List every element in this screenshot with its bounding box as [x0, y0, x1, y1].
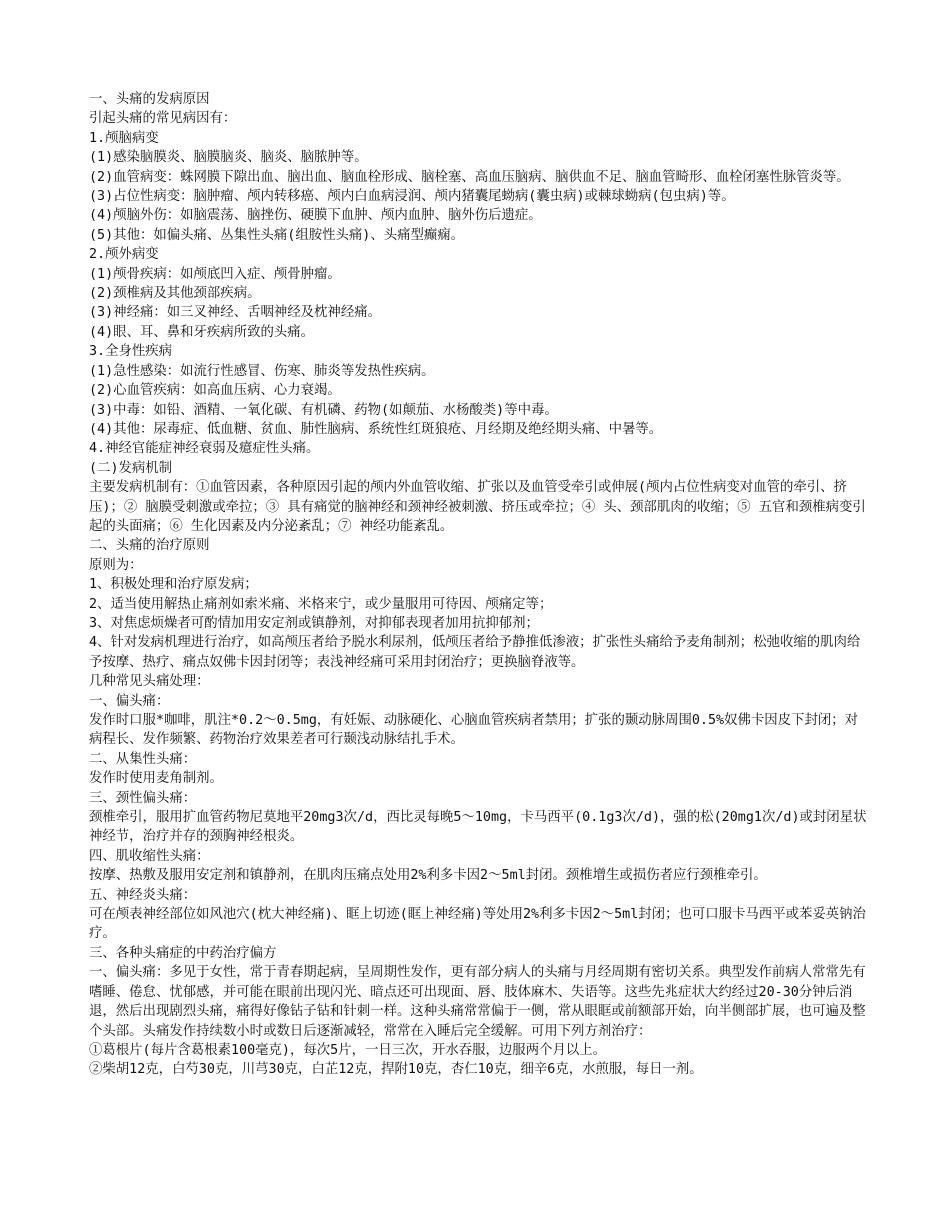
- list-item: (4)其他：尿毒症、低血糖、贫血、肺性脑病、系统性红斑狼疮、月经期及绝经期头痛、中暑等。: [89, 421, 663, 437]
- list-item: (2)血管病变：蛛网膜下隙出血、脑出血、脑血栓形成、脑栓塞、高血压脑病、脑供血不足、脑血管畸形、血栓闭塞性脉管炎等。: [89, 169, 850, 185]
- subheading: 1.颅脑病变: [89, 130, 159, 146]
- list-item: (3)占位性病变：脑肿瘤、颅内转移癌、颅内白血病浸润、颅内猪囊尾蚴病(囊虫病)或棘球蚴病(包虫病)等。: [89, 189, 735, 205]
- subheading: 2.颅外病变: [89, 247, 159, 263]
- paragraph: 主要发病机制有：①血管因素，各种原因引起的颅内外血管收缩、扩张以及血管受牵引或伸展(颅内占位性病变对血管的牵引、挤压)；② 脑膜受刺激或牵拉；③ 具有痛觉的脑神经和颈神经被刺激、挤压或牵拉；④ 头、颈部肌肉的收缩；⑤ 五官和颈椎病变引起的头面痛；⑥ 生化因素及内分泌紊乱；⑦ 神经功能紊乱。: [89, 480, 866, 534]
- subheading: (二)发病机制: [89, 460, 173, 476]
- subheading: 一、偏头痛：: [89, 693, 170, 709]
- subheading: 二、从集性头痛：: [89, 751, 197, 767]
- paragraph: 按摩、热敷及服用安定剂和镇静剂，在肌肉压痛点处用2%利多卡因2～5ml封闭。颈椎增生或损伤者应行颈椎牵引。: [89, 868, 767, 884]
- list-item: (5)其他：如偏头痛、丛集性头痛(组胺性头痛)、头痛型癫痫。: [89, 227, 465, 243]
- document-body: [89, 90, 867, 1080]
- list-item: (1)急性感染：如流行性感冒、伤寒、肺炎等发热性疾病。: [89, 363, 435, 379]
- paragraph: 发作时口服*咖啡，肌注*0.2～0.5mg，有妊娠、动脉硬化、心脑血管疾病者禁用；扩张的颞动脉周围0.5%奴佛卡因皮下封闭；对病程长、发作频繁、药物治疗效果差者可行颞浅动脉结扎手术。: [89, 713, 859, 748]
- paragraph: 原则为：: [89, 557, 143, 573]
- paragraph: 引起头痛的常见病因有：: [89, 111, 237, 127]
- list-item: 3、对焦虑烦燥者可酌情加用安定剂或镇静剂，对抑郁表现者加用抗抑郁剂；: [89, 615, 539, 631]
- paragraph: 发作时使用麦角制剂。: [89, 771, 223, 787]
- heading-herbal-remedies: 三、各种头痛症的中药治疗偏方: [89, 945, 277, 961]
- list-item: (3)中毒：如铅、酒精、一氧化碳、有机磷、药物(如颠茄、水杨酸类)等中毒。: [89, 402, 558, 418]
- subheading: 四、肌收缩性头痛：: [89, 848, 210, 864]
- paragraph: 颈椎牵引，服用扩血管药物尼莫地平20mg3次/d，西比灵每晚5～10mg，卡马西平(0.1g3次/d)，强的松(20mg1次/d)或封闭星状神经节，治疗并存的颈胸神经根炎。: [89, 810, 867, 845]
- heading-treatment-principles: 二、头痛的治疗原则: [89, 538, 210, 554]
- list-item: ②柴胡12克，白芍30克，川芎30克，白芷12克，捍附10克，杏仁10克，细辛6克，水煎服，每日一剂。: [89, 1062, 703, 1078]
- subheading: 4.神经官能症神经衰弱及癔症性头痛。: [89, 441, 320, 457]
- list-item: (2)颈椎病及其他颈部疾病。: [89, 286, 261, 302]
- list-item: (1)颅骨疾病：如颅底凹入症、颅骨肿瘤。: [89, 266, 341, 282]
- paragraph: 几种常见头痛处理：: [89, 674, 210, 690]
- list-item: ①葛根片(每片含葛根素100毫克)，每次5片，一日三次，开水吞服，边服两个月以上。: [89, 1042, 607, 1058]
- subheading: 3.全身性疾病: [89, 344, 173, 360]
- list-item: 2、适当使用解热止痛剂如索米痛、米格来宁，或少量服用可待因、颅痛定等；: [89, 596, 553, 612]
- list-item: (4)眼、耳、鼻和牙疾病所致的头痛。: [89, 324, 315, 340]
- list-item: 4、针对发病机理进行治疗，如高颅压者给予脱水利尿剂，低颅压者给予静推低渗液；扩张性头痛给予麦角制剂；松弛收缩的肌肉给予按摩、热疗、痛点奴佛卡因封闭等；表浅神经痛可采用封闭治疗；更换脑脊液等。: [89, 635, 861, 670]
- paragraph: 可在颅表神经部位如风池穴(枕大神经痛)、眶上切迹(眶上神经痛)等处用2%利多卡因2～5ml封闭；也可口服卡马西平或苯妥英钠治疗。: [89, 907, 866, 942]
- list-item: (3)神经痛：如三叉神经、舌咽神经及枕神经痛。: [89, 305, 381, 321]
- subheading: 三、颈性偏头痛：: [89, 790, 197, 806]
- list-item: (4)颅脑外伤：如脑震荡、脑挫伤、硬膜下血肿、颅内血肿、脑外伤后遗症。: [89, 208, 542, 224]
- heading-causes: 一、头痛的发病原因: [89, 92, 210, 107]
- paragraph: 一、偏头痛：多见于女性，常于青春期起病，呈周期性发作，更有部分病人的头痛与月经周期有密切关系。典型发作前病人常常先有嗜睡、倦怠、忧郁感，并可能在眼前出现闪光、暗点还可出现面、唇、肢体麻木、失语等。这些先兆症状大约经过20-30分钟后消退，然后出现剧烈头痛，痛得好像钻子钻和针刺一样。这种头痛常常偏于一侧，常从眼眶或前额部开始，向半侧部扩展，也可遍及整个头部。头痛发作持续数小时或数日后逐渐减轻，常常在入睡后完全缓解。可用下列方剂治疗：: [89, 965, 866, 1039]
- subheading: 五、神经炎头痛：: [89, 887, 197, 903]
- list-item: (2)心血管疾病：如高血压病、心力衰竭。: [89, 383, 341, 399]
- list-item: 1、积极处理和治疗原发病；: [89, 577, 258, 593]
- list-item: (1)感染脑膜炎、脑膜脑炎、脑炎、脑脓肿等。: [89, 150, 368, 166]
